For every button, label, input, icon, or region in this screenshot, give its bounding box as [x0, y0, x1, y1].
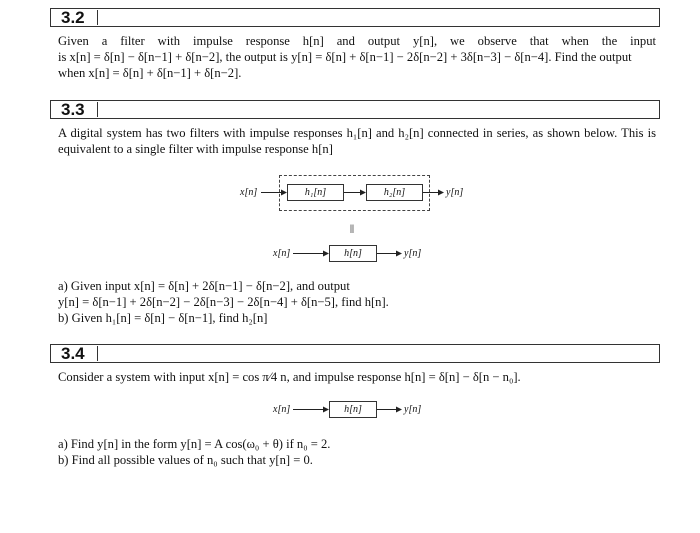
question-3-3-a: a) Given input x[n] = δ[n] + 2δ[n−1] − δ[n−2], and output [58, 279, 350, 293]
series-input-label: x[n] [240, 187, 258, 198]
block-h2: h₂[n] [366, 184, 423, 201]
problem-3-3-line-1: A digital system has two filters with impulse responses h₁[n] and h₂[n] connected in series, as shown below. This is [58, 126, 656, 140]
section-number: 3.2 [61, 8, 85, 27]
s34-output-label: y[n] [404, 404, 422, 415]
equiv-input-label: x[n] [273, 248, 291, 259]
section-number: 3.4 [61, 344, 85, 363]
problem-3-2-line-1: Given a filter with impulse response h[n] and output y[n], we observe that when the input [58, 34, 656, 48]
problem-3-2-line-2: is x[n] = δ[n] − δ[n−1] + δ[n−2], the output is y[n] = δ[n] + δ[n−1] − 2δ[n−2] + 3δ[n−3] − δ[n−4]. Find the output [58, 50, 632, 64]
question-3-4-a: a) Find y[n] in the form y[n] = A cos(ω₀ + θ) if n₀ = 2. [58, 437, 331, 451]
section-number: 3.3 [61, 100, 85, 119]
problem-3-4-line-1: Consider a system with input x[n] = cos π⁄4 n, and impulse response h[n] = δ[n] − δ[n − n₀]. [58, 370, 521, 384]
block-h1: h₁[n] [287, 184, 344, 201]
block-h-3-4: h[n] [329, 401, 377, 418]
block-h: h[n] [329, 245, 377, 262]
equiv-output-label: y[n] [404, 248, 422, 259]
question-3-3-b: b) Given h₁[n] = δ[n] − δ[n−1], find h₂[n] [58, 311, 268, 325]
equivalence-symbol: || [350, 223, 354, 233]
problem-3-3-line-2: equivalent to a single filter with impulse response h[n] [58, 142, 333, 156]
question-3-4-b: b) Find all possible values of n₀ such that y[n] = 0. [58, 453, 313, 467]
series-output-label: y[n] [446, 187, 464, 198]
s34-input-label: x[n] [273, 404, 291, 415]
question-3-3-a-cont: y[n] = δ[n−1] + 2δ[n−2] − 2δ[n−3] − 2δ[n−4] + δ[n−5], find h[n]. [58, 295, 389, 309]
problem-3-2-line-3: when x[n] = δ[n] + δ[n−1] + δ[n−2]. [58, 66, 242, 80]
